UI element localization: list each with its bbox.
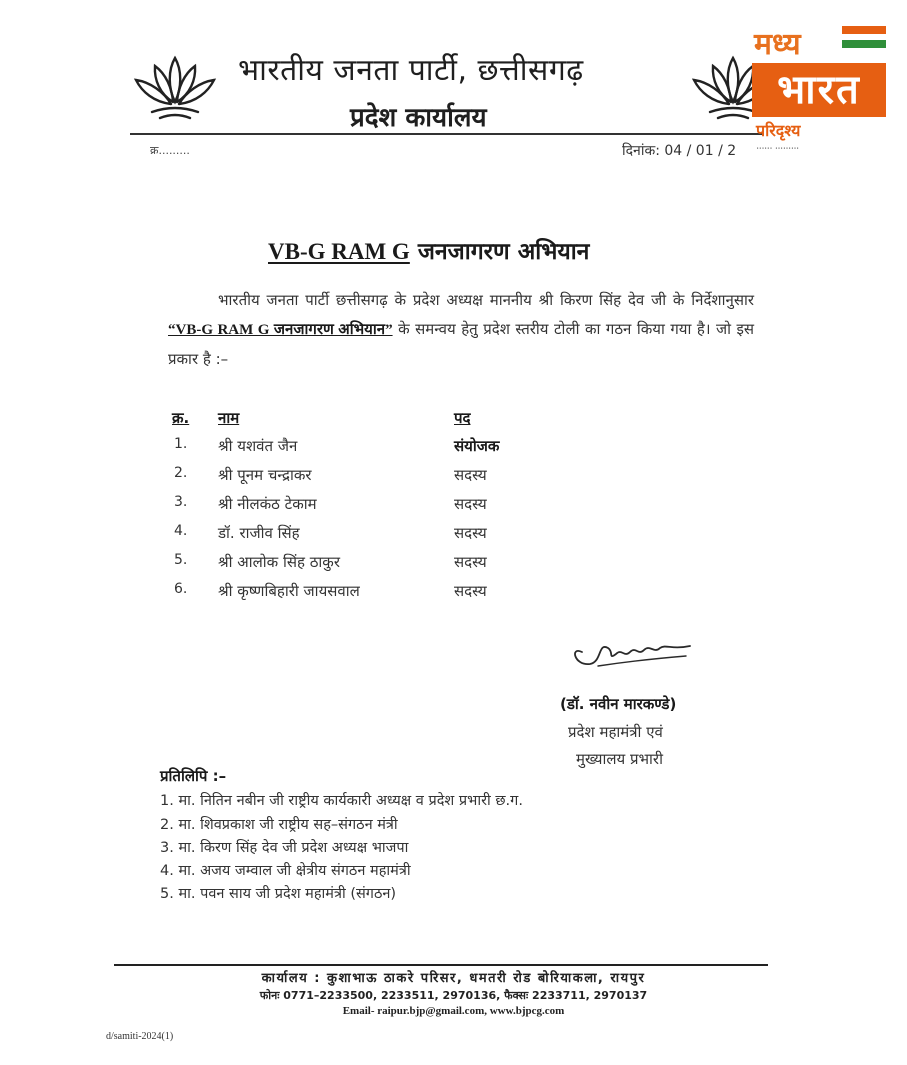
title-devanagari: जनजागरण अभियान — [417, 239, 590, 265]
row-number: 3. — [174, 494, 188, 510]
cc-heading: प्रतिलिपि :– — [160, 767, 227, 785]
title-latin: VB-G RAM G — [268, 239, 410, 264]
row-name: श्री पूनम चन्द्राकर — [218, 466, 312, 484]
intro-paragraph — [168, 286, 754, 374]
table-row — [0, 436, 907, 465]
watermark-flag-icon — [842, 26, 886, 54]
row-post: सदस्य — [454, 466, 487, 484]
row-name: श्री नीलकंठ टेकाम — [218, 495, 317, 513]
row-post: संयोजक — [454, 437, 500, 455]
header-divider — [130, 133, 764, 135]
table-header-no: क्र. — [172, 409, 190, 427]
table-row — [0, 552, 907, 581]
row-number: 5. — [174, 552, 188, 568]
row-number: 4. — [174, 523, 188, 539]
date-label: दिनांक: 04 / 01 / 2 — [622, 143, 737, 159]
intro-quoted: “VB-G RAM G जनजागरण अभियान” — [168, 322, 393, 338]
table-header-name: नाम — [218, 409, 240, 427]
footer-address: कार्यालय : कुशाभाऊ ठाकरे परिसर, धमतरी रोड बोरियाकला, रायपुर — [261, 971, 646, 986]
signatory-title-1: प्रदेश महामंत्री एवं — [568, 723, 663, 741]
row-number: 1. — [174, 436, 188, 452]
cc-item: 2. मा. शिवप्रकाश जी राष्ट्रीय सह–संगठन मंत्री — [160, 817, 398, 833]
table-row — [0, 581, 907, 610]
reference-number: क्र......... — [150, 144, 190, 157]
cc-item: 5. मा. पवन साय जी प्रदेश महामंत्री (संगठन) — [160, 886, 397, 902]
party-name: भारतीय जनता पार्टी, छत्तीसगढ़ — [238, 53, 584, 88]
intro-before: भारतीय जनता पार्टी छत्तीसगढ़ के प्रदेश अध्यक्ष माननीय श्री किरण सिंह देव जी के निर्देशानुसार — [218, 291, 754, 309]
table-row — [0, 465, 907, 494]
document-title — [268, 234, 589, 266]
intro-after: के समन्वय हेतु प्रदेश स्तरीय टोली का गठन किया गया है। जो इस प्रकार है :– — [168, 320, 754, 368]
footer-phone: फोनः 0771–2233500, 2233511, 2970136, फैक्सः 2233711, 2970137 — [259, 989, 648, 1002]
row-post: सदस्य — [454, 582, 487, 600]
signatory-name: (डॉ. नवीन मारकण्डे) — [560, 695, 677, 713]
footer-email: Email- raipur.bjp@gmail.com, www.bjpcg.com — [342, 1005, 565, 1017]
row-number: 2. — [174, 465, 188, 481]
row-post: सदस्य — [454, 553, 487, 571]
row-post: सदस्य — [454, 495, 487, 513]
cc-item: 3. मा. किरण सिंह देव जी प्रदेश अध्यक्ष भाजपा — [160, 840, 409, 856]
cc-item: 1. मा. नितिन नबीन जी राष्ट्रीय कार्यकारी अध्यक्ष व प्रदेश प्रभारी छ.ग. — [160, 793, 523, 809]
watermark-line3: परिदृश्य — [756, 121, 801, 140]
table-row — [0, 494, 907, 523]
table-row — [0, 523, 907, 552]
row-name: डॉ. राजीव सिंह — [218, 524, 300, 542]
signature-image — [568, 628, 698, 674]
row-name: श्री कृष्णबिहारी जायसवाल — [218, 582, 360, 600]
watermark-line1: मध्य — [754, 27, 801, 62]
document-code: d/samiti-2024(1) — [106, 1031, 174, 1042]
cc-item: 4. मा. अजय जम्वाल जी क्षेत्रीय संगठन महामंत्री — [160, 863, 411, 879]
row-number: 6. — [174, 581, 188, 597]
office-name: प्रदेश कार्यालय — [350, 103, 487, 133]
watermark-line2: भारत — [752, 63, 886, 117]
lotus-logo-left — [130, 52, 220, 124]
footer-divider — [114, 964, 768, 966]
row-name: श्री आलोक सिंह ठाकुर — [218, 553, 340, 571]
row-name: श्री यशवंत जैन — [218, 437, 298, 455]
table-header-post: पद — [454, 409, 471, 427]
signatory-title-2: मुख्यालय प्रभारी — [576, 750, 663, 768]
row-post: सदस्य — [454, 524, 487, 542]
watermark-tagline: ॱॱॱॱॱॱ ॱॱॱॱॱॱॱॱॱ — [756, 146, 799, 157]
